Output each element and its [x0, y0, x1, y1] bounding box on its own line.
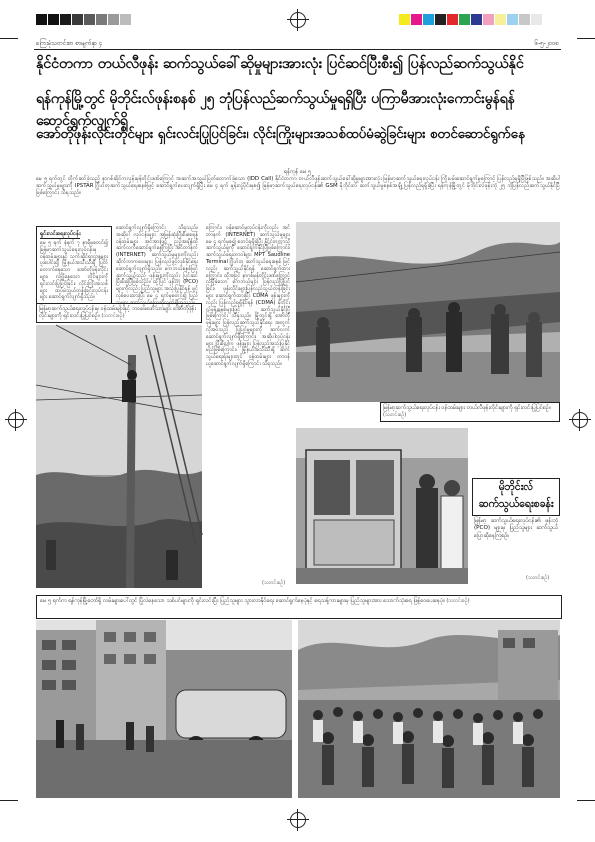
- registration-mark-bottom: [290, 812, 306, 828]
- registration-mark-left: [8, 412, 24, 428]
- registration-mark-right: [572, 412, 588, 428]
- photo-caption-text: မြန်မာ့ဆက်သွယ်ရေးလုပ်ငန်းမှ ဝန်ထမ်းများနှင့် ဘဝဖေဖော်သားများ အော်တိုဖုန်းလိုင်းများကို ရှင်းလင်းပြုပြင်စဉ်။: [39, 306, 196, 319]
- page-header-date: ၆-၅-၂၀၀၈: [534, 40, 559, 47]
- article-column-3: ကြောင်း၊ ဝန်ဆောင်မှုလုပ်ငန်းကိုလည်း အင်တာနက် (INTERNET) ဆက်သွယ်မှုများ မေ ၄ ရက်မှစ၍ စတင်ရရှိခဲ့ပြီး နိုင်ငံတကာသို့ ဆက်သွယ်မှုကို ဆောင်ရွက်နိုင်ပြီဖြစ်ကြောင်း၊ ဆက်သွယ်ရေးတာဝါများ MPT Saudline Terminal ဂြိုဟ်တု ဆက်သွယ်ရေးစနစ် ဖြင့်လည်း ဆက်သွယ်နိုင်ရန် ဆောင်ရွက်ထားကြောင်း၊ ထို့အပြင် နာဂစ်မုန်တိုင်းဒဏ်ကြောင့် လဲပြိုခဲ့သော ကေဘယ်များ ပြန်လည်ပြုပြင်ခြင်း၊ ဖုန်းလိုင်းများပြန်လည်သွယ်တန်းခြင်းများ ဆောင်ရွက်ထားပြီး CDMA ဖုန်းများကိုလည်း ပြန်လည်ရရှိနိုင်ရန် (CDMA) မိုဘိုင်းလ်ဖုန်းစနစ်များဖြင့် ဆက်သွယ်နိုင်ပြီဖြစ်ကြောင်း သိရသည်။ မြို့တွင်းရှိ အော်တိုဖုန်းများ ပြန်လည်ဆက်သွယ်နိုင်ရေး အတွက် လိုအပ်သည့် ပြုပြင်မှုများကို ဆက်လက်ဆောင်ရွက်လျက်ရှိကြောင်း၊ အဆိုပါလုပ်ငန်းများ ပြီးစီးပါက ဖုန်းများ ပြန်လည်အသုံးပြုနိုင်မည်ဖြစ်ကြောင်း၊ မြို့နယ်အသီးသီးရှိ ဆက်သွယ်ရေးရုံးများတွင် ဝန်ထမ်းများ တာဝန်ယူဆောင်ရွက်လျက်ရှိကြောင်း သိရသည်။: [206, 225, 290, 367]
- photo-credit: (သတင်းစဉ်): [446, 598, 470, 604]
- photo-street-water-truck: [36, 620, 292, 798]
- lead-paragraph: မေ ၅ ရက်တွင် တိုက်ခတ်ခဲ့သည့် နာဂစ်ဆိုင်ကလုန်းမုန်တိုင်းဒဏ်ကြောင့် အဆက်အသွယ်ပြတ်တောက်ခဲ့သော (IDD Call) နိုင်ငံတကာ တယ်လီဖုန်းဆက်သွယ်ခေါ်ဆိုမှုများအားလုံး မြန်မာ့ဆက်သွယ်ရေးလုပ်ငန်း ကြိုးပမ်းဆောင်ရွက်မှုကြောင့် ပြန်လည်ရရှိပြီဖြစ်သည်။ အဆိုပါဆက်သွယ်မှုများကို IPSTAR ဂြိုဟ်တုဆက်သွယ်ရေးစနစ်ဖြင့် ဆောင်ရွက်ပေးလျက်ရှိပြီး မေ ၄ ရက် မွန်းလွဲပိုင်းမှစ၍ မြန်မာ့ဆက်သွယ်ရေးလုပ်ငန်း၏ GSM မိုဘိုင်းလ် ဆက်သွယ်မှုစနစ်အချို့ ပြန်လည်ရရှိခဲ့ပြီး ရန်ကုန်မြို့တွင် မိုဘိုင်းလ်ဖုန်းဘုံ ၂၅ ဘုံပြန်လည်ဆက်သွယ်နိုင်ပြီဖြစ်ကြောင်း သိရသည်။: [36, 176, 560, 196]
- box-body-text: မြန်မာ့ ဆက်သွယ်ရေးလုပ်ငန်း၏ ဖုန်းဘုံ (PCO) များမှ ပြည်သူများ ဆက်သွယ်ပြောဆိုနေကြစဉ်။: [474, 518, 558, 539]
- photo-caption: [380, 402, 560, 422]
- photo-fallen-trees-workers: [296, 222, 560, 402]
- article-credit: (သတင်းစဉ်): [262, 580, 286, 586]
- crop-mark: [0, 38, 18, 39]
- photo-utility-pole: [36, 325, 202, 588]
- photo-credit: (သတင်းစဉ်): [383, 412, 407, 418]
- crop-mark: [577, 800, 595, 801]
- headline-line-3: အော်တိုဖုန်းလိုင်းတိုင်များ ရှင်းလင်းပြုပြင်ခြင်း၊ လိုင်းကြိုးများအသစ်ထပ်မံဆွဲခြင်းများ စတင်ဆောင်ရွက်နေ: [36, 126, 525, 142]
- photo-caption: [36, 303, 202, 323]
- headline-line-1: နိုင်ငံတကာ တယ်လီဖုန်း ဆက်သွယ်ခေါ်ဆိုမှုများအားလုံး ပြင်ဆင်ပြီးစီး၍ ပြန်လည်ဆက်သွယ်နိုင်: [36, 56, 524, 72]
- dateline: ရန်ကုန် မေ ၅: [284, 169, 311, 175]
- photo-phone-booth: [296, 428, 468, 584]
- photo-credit: (သတင်းစဉ်): [101, 313, 125, 319]
- headline-line-2: ရန်ကုန်မြို့တွင် မိုဘိုင်းလ်ဖုန်းစနစ် ၂၅ ဘုံပြန်လည်ဆက်သွယ်မှုရရှိပြီး ပကြာမီအားလုံးကောင်းမွန်ရန်ဆောင်ရွက်လျက်ရှိ: [36, 91, 515, 129]
- crop-mark: [577, 38, 595, 39]
- photo-caption-text: မြန်မာ့ဆက်သွယ်ရေးလုပ်ငန်း ဝန်ထမ်းများ တယ်လီဖုန်းလိုင်းများကို ရှင်းလင်းပြုပြင်စဉ်။: [383, 405, 551, 411]
- page-header-left: ကြေးမုံသတင်းစာ စာမျက်နှာ ၄: [36, 40, 103, 47]
- article-column-2: ဆောင်ရွက်လျက်ရှိကြောင်း သိရသည်။ အဆိုပါ လုပ်ငန်းများ အမြန်ဆုံးပြီးစီးစေရန် ဝန်ထမ်းများ အင်အားဖြင့် ညဉ့်အချိန်ထိ ဆက်လက်ဆောင်ရွက်နေကြပြီး အင်တာနက် (INTERNET) ဆက်သွယ်မှုများကိုလည်း ဆိုက်ဘာကဖေးများ ပြန်လည်ဖွင့်လှစ်နိုင်ရေး ဆောင်ရွက်လျက်ရှိသည်။ ကေဘယ်စနစ်ဖြင့် ဆက်သွယ်သည့် ဖုန်းများကိုလည်း ပြင်ဆင်ပြီးစီးခဲ့ပြီဖြစ်သည်။ ထို့ပြင် ဖုန်းဘုံ (PCO) များကိုလည်း ပြည်သူများ အသုံးပြုနိုင်ရန် ဖွင့်လှစ်ပေးထားပြီး မေ ၄ ရက်မှစတင်၍ ပြည်သူများ ဆက်သွယ်ပြောဆိုလျက်ရှိကြသည်။: [116, 225, 198, 306]
- box-title: [472, 478, 560, 516]
- bottom-caption-text: [40, 598, 556, 605]
- header-rule: [34, 49, 561, 50]
- box-title-line-2: ဆက်သွယ်ရေးစခန်း: [478, 498, 554, 510]
- box-title-line-1: မိုဘိုင်းလ်: [498, 481, 534, 493]
- registration-mark-top: [290, 12, 306, 28]
- box-title: ရှင်းလင်းရေးလုပ်ငန်း: [40, 231, 81, 237]
- photo-crowd-water-distribution: [298, 620, 560, 798]
- photo-credit: (သတင်းစဉ်): [526, 575, 550, 581]
- photo-caption-text: မေ ၅ ရက်က ရန်ကုန်မြို့တော်ရှိ လမ်းများပေါ်တွင် ပြိုလဲနေသော သစ်ပင်များကို ရှင်းလင်းပြီး ပြည်သူများ သွားလာနိုင်ရေး ဆောင်ရွက်နေပုံနှင့် ရေသန့်ကားများမှ ပြည်သူများအား သောက်သုံးရေ ဖြန့်ဝေပေးနေပုံ။: [40, 598, 445, 604]
- box-body-text: မေ ၅ ရက် နံနက် ၇ နာရီမှစတင်၍ မြန်မာ့ဆက်သွယ်ရေးလုပ်ငန်းမှ ဝန်ထမ်းများနှင့် သက်ဆိုင်ရာဌာနများ ပူးပေါင်း၍ မြို့နယ်အသီးသီးရှိ ပြတ်တောက်နေသော အော်တိုဖုန်းလိုင်းများ၊ လဲပြိုနေသော တိုင်များကို ရှင်းလင်းပြုပြင်ခြင်း၊ လိုင်းကြိုးအသစ်များ ထပ်မံသွယ်တန်းခြင်းလုပ်ငန်းများ ဆောင်ရွက်လျက်ရှိသည်။: [40, 240, 108, 301]
- crop-mark: [0, 800, 18, 801]
